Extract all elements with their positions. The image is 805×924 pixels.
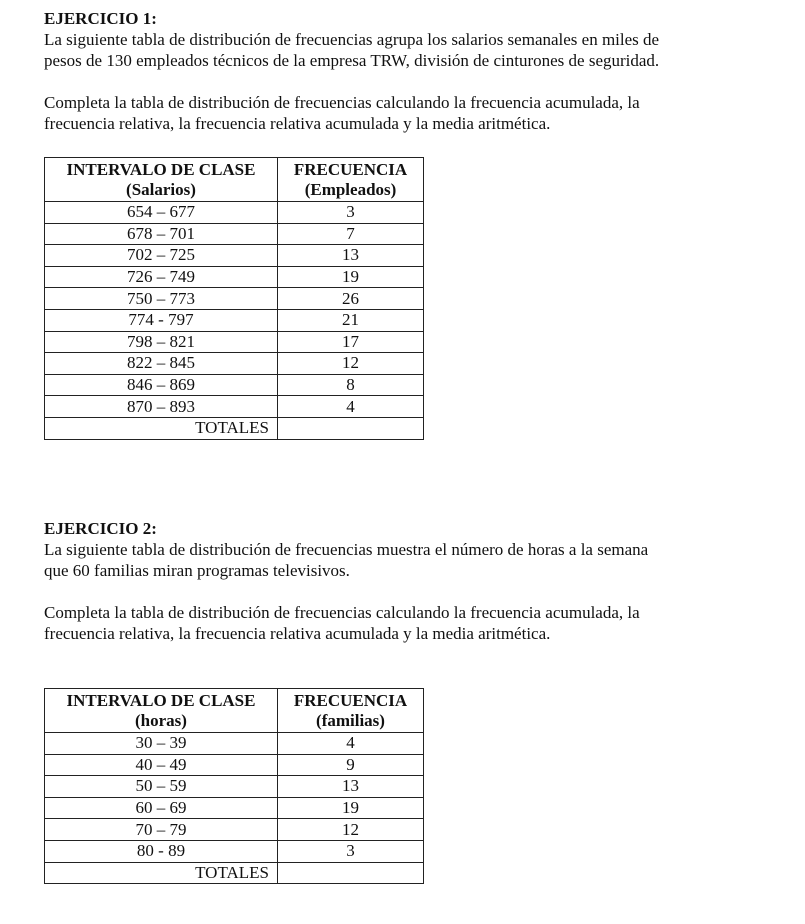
table-row [45,309,424,331]
exercise-2-intro [44,539,784,581]
exercise-2-instructions [44,602,784,644]
text-line: Completa la tabla de distribución de frecuencias calculando la frecuencia acumulada, la [44,603,640,622]
header-frequency: FRECUENCIA (Empleados) [278,158,424,202]
frequency-cell: 7 [278,223,424,245]
frequency-cell: 26 [278,288,424,310]
interval-cell: 70 – 79 [45,819,278,841]
interval-cell: 702 – 725 [45,245,278,267]
frequency-cell: 19 [278,797,424,819]
table-row [45,776,424,798]
interval-cell: 80 - 89 [45,840,278,862]
frequency-cell: 12 [278,353,424,375]
table-row [45,353,424,375]
interval-cell: 798 – 821 [45,331,278,353]
exercise-1-text [44,8,784,134]
frequency-table-2 [44,688,424,884]
table-row [45,331,424,353]
text-line: Completa la tabla de distribución de frecuencias calculando la frecuencia acumulada, la [44,93,640,112]
interval-cell: 726 – 749 [45,266,278,288]
exercise-1-intro [44,29,784,71]
interval-cell: 822 – 845 [45,353,278,375]
totals-row [45,862,424,884]
table-row [45,819,424,841]
totals-row [45,417,424,439]
frequency-cell: 4 [278,396,424,418]
table-row [45,202,424,224]
exercise-2-heading: EJERCICIO 2: [44,519,157,538]
interval-cell: 774 - 797 [45,309,278,331]
frequency-cell: 19 [278,266,424,288]
table-row [45,288,424,310]
interval-cell: 654 – 677 [45,202,278,224]
totals-label: TOTALES [45,862,278,884]
text-line: que 60 familias miran programas televisivos. [44,561,350,580]
interval-cell: 40 – 49 [45,754,278,776]
frequency-cell: 3 [278,840,424,862]
header-class-interval: INTERVALO DE CLASE (horas) [45,689,278,733]
frequency-cell: 13 [278,776,424,798]
interval-cell: 60 – 69 [45,797,278,819]
frequency-cell: 21 [278,309,424,331]
interval-cell: 846 – 869 [45,374,278,396]
interval-cell: 30 – 39 [45,733,278,755]
totals-label: TOTALES [45,417,278,439]
table-row [45,223,424,245]
table-row [45,266,424,288]
frequency-cell: 4 [278,733,424,755]
frequency-cell: 13 [278,245,424,267]
totals-value[interactable] [278,862,424,884]
table-row [45,840,424,862]
table-row [45,733,424,755]
frequency-cell: 12 [278,819,424,841]
text-line: La siguiente tabla de distribución de frecuencias agrupa los salarios semanales en miles de [44,30,660,49]
exercise-1-instructions [44,92,784,134]
interval-cell: 678 – 701 [45,223,278,245]
exercise-2-text [44,518,784,644]
frequency-cell: 8 [278,374,424,396]
table-row [45,797,424,819]
header-frequency: FRECUENCIA (familias) [278,689,424,733]
table-row [45,245,424,267]
interval-cell: 750 – 773 [45,288,278,310]
table-row [45,374,424,396]
frequency-cell: 17 [278,331,424,353]
interval-cell: 870 – 893 [45,396,278,418]
text-line: frecuencia relativa, la frecuencia relativa acumulada y la media aritmética. [44,114,551,133]
text-line: La siguiente tabla de distribución de frecuencias muestra el número de horas a la semana [44,540,649,559]
table-row [45,396,424,418]
exercise-1-heading: EJERCICIO 1: [44,9,157,28]
frequency-table-1 [44,157,424,440]
table-row [45,754,424,776]
interval-cell: 50 – 59 [45,776,278,798]
text-line: pesos de 130 empleados técnicos de la empresa TRW, división de cinturones de seguridad. [44,51,660,70]
frequency-cell: 9 [278,754,424,776]
header-class-interval: INTERVALO DE CLASE (Salarios) [45,158,278,202]
totals-value[interactable] [278,417,424,439]
text-line: frecuencia relativa, la frecuencia relativa acumulada y la media aritmética. [44,624,551,643]
frequency-cell: 3 [278,202,424,224]
